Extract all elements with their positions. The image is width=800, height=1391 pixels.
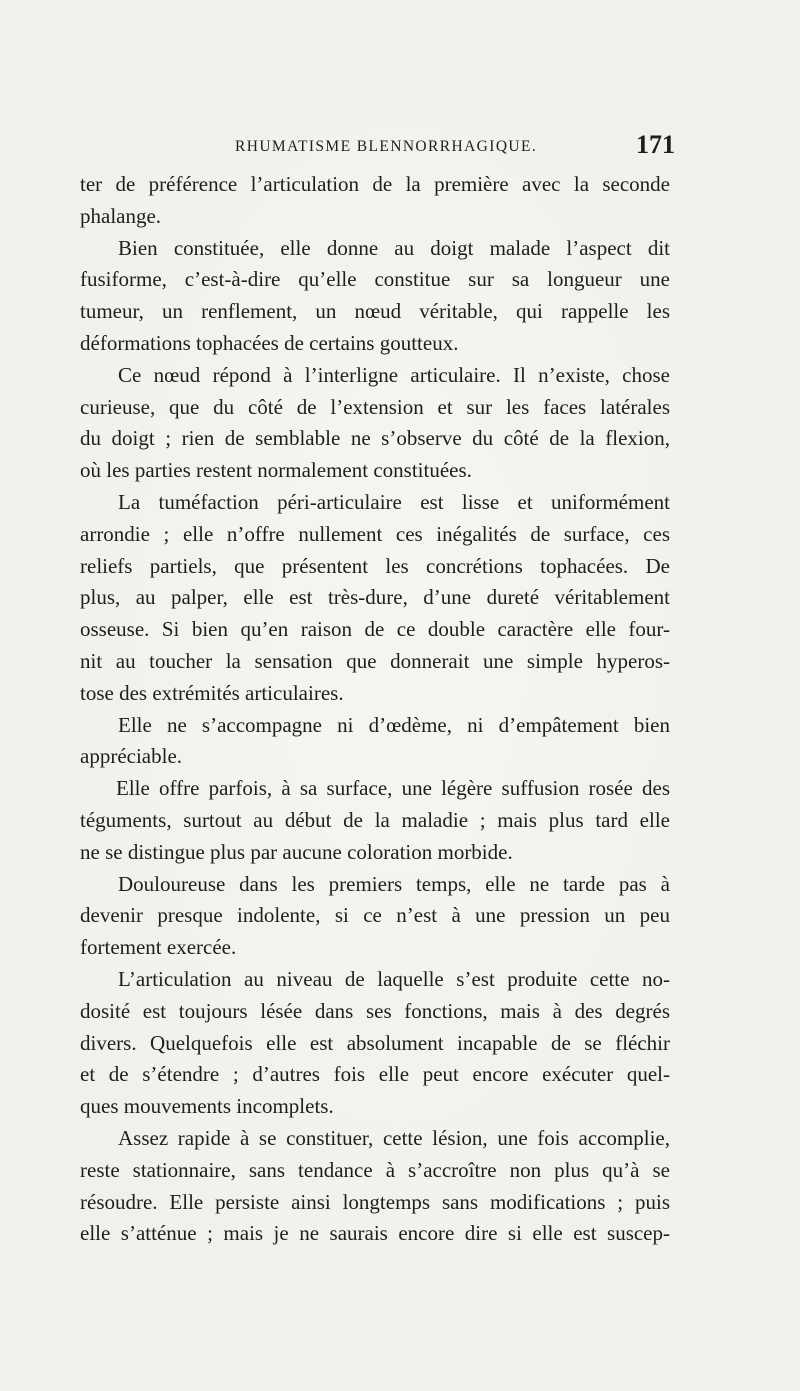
- paragraph-start-line: La tuméfaction péri-articulaire est lisse et uniformément: [118, 489, 670, 514]
- text-line: téguments, surtout au début de la maladie ; mais plus tard elle: [80, 807, 670, 832]
- text-line: elle s’atténue ; mais je ne saurais encore dire si elle est suscep-: [80, 1221, 670, 1246]
- text-line: reste stationnaire, sans tendance à s’accroître non plus qu’à se: [80, 1157, 670, 1182]
- running-head: RHUMATISME BLENNORRHAGIQUE.: [235, 138, 538, 155]
- text-line: appréciable.: [80, 744, 183, 769]
- paragraph-start-line: Ce nœud répond à l’interligne articulaire. Il n’existe, chose: [118, 362, 670, 387]
- text-line: déformations tophacées de certains goutteux.: [80, 330, 459, 355]
- text-line: dosité est toujours lésée dans ses fonctions, mais à des degrés: [80, 998, 670, 1023]
- paragraph-start-line: L’articulation au niveau de laquelle s’est produite cette no-: [118, 966, 670, 991]
- text-line: divers. Quelquefois elle est absolument incapable de se fléchir: [80, 1030, 670, 1055]
- text-line: curieuse, que du côté de l’extension et sur les faces latérales: [80, 394, 670, 419]
- paragraph-start-line: Bien constituée, elle donne au doigt malade l’aspect dit: [118, 235, 670, 260]
- body-text: [80, 169, 670, 1250]
- text-line: du doigt ; rien de semblable ne s’observe du côté de la flexion,: [80, 426, 670, 451]
- page-header: [80, 128, 675, 164]
- text-line: fortement exercée.: [80, 935, 237, 960]
- text-line: plus, au palper, elle est très-dure, d’une dureté véritablement: [80, 585, 670, 610]
- text-line: tumeur, un renflement, un nœud véritable, qui rappelle les: [80, 299, 670, 324]
- text-line: tose des extrémités articulaires.: [80, 680, 344, 705]
- text-line: phalange.: [80, 203, 162, 228]
- paragraph-start-line: Elle offre parfois, à sa surface, une légère suffusion rosée des: [116, 776, 670, 801]
- paragraph-start-line: Douloureuse dans les premiers temps, elle ne tarde pas à: [118, 871, 670, 896]
- text-line: fusiforme, c’est-à-dire qu’elle constitue sur sa longueur une: [80, 267, 670, 292]
- paragraph-start-line: Assez rapide à se constituer, cette lésion, une fois accomplie,: [118, 1125, 670, 1150]
- text-line: ter de préférence l’articulation de la première avec la seconde: [80, 172, 670, 196]
- text-line: et de s’étendre ; d’autres fois elle peut encore exécuter quel-: [80, 1062, 670, 1087]
- text-line: arrondie ; elle n’offre nullement ces inégalités de surface, ces: [80, 521, 670, 546]
- text-line: devenir presque indolente, si ce n’est à une pression un peu: [80, 903, 670, 928]
- paragraph-start-line: Elle ne s’accompagne ni d’œdème, ni d’empâtement bien: [118, 712, 670, 737]
- text-line: ques mouvements incomplets.: [80, 1094, 334, 1119]
- text-line: résoudre. Elle persiste ainsi longtemps sans modifications ; puis: [80, 1189, 670, 1214]
- text-line: nit au toucher la sensation que donnerait une simple hyperos-: [80, 648, 670, 673]
- page-number: 171: [636, 130, 675, 159]
- text-line: ne se distingue plus par aucune coloration morbide.: [80, 839, 513, 864]
- text-line: reliefs partiels, que présentent les concrétions tophacées. De: [80, 553, 670, 578]
- text-line: osseuse. Si bien qu’en raison de ce double caractère elle four-: [80, 617, 670, 642]
- text-line: où les parties restent normalement constituées.: [80, 458, 472, 483]
